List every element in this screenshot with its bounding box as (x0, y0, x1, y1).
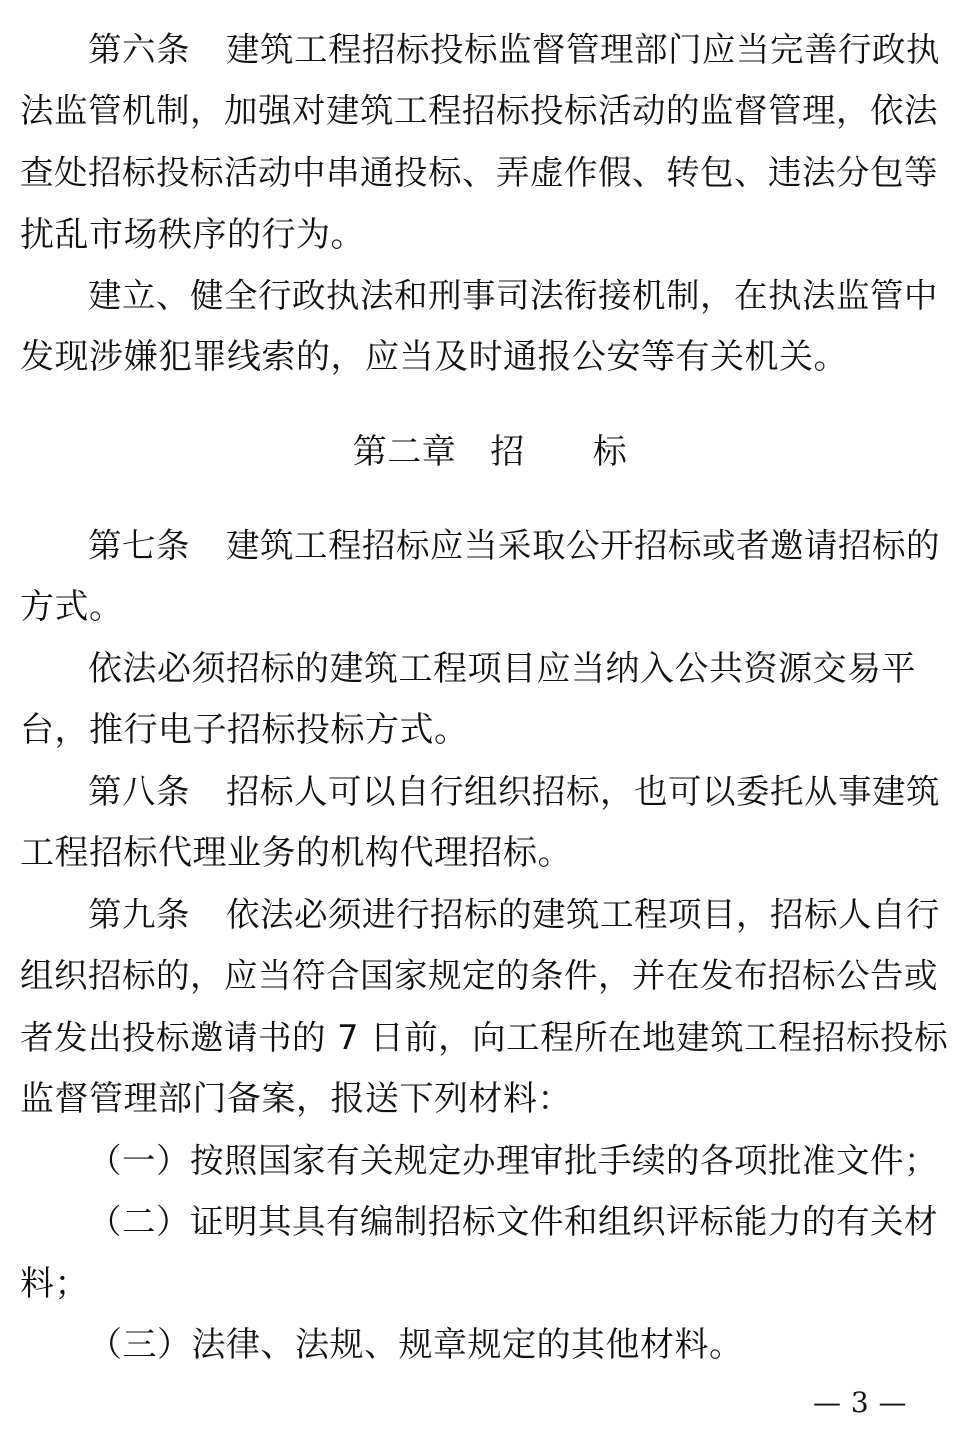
article-8-text: 招标人可以自行组织招标，也可以委托从事建筑 (226, 772, 940, 811)
article-6-line-2: 法监管机制，加强对建筑工程招标投标活动的监督管理，依法 (20, 91, 938, 130)
chapter-heading (0, 422, 980, 482)
article-6-para-2-line-2: 发现涉嫌犯罪线索的，应当及时通报公安等有关机关。 (20, 337, 848, 377)
page-number: — 3 — (812, 1386, 908, 1419)
article-6-line-4: 扰乱市场秩序的行为。 (20, 215, 365, 255)
list-item-3: （三）法律、法规、规章规定的其他材料。 (88, 1325, 744, 1365)
article-8-line-2: 工程招标代理业务的机构代理招标。 (20, 833, 572, 873)
article-7-label: 第七条 (88, 526, 190, 565)
article-6-para-2-line-1: 建立、健全行政执法和刑事司法衔接机制，在执法监管中 (88, 276, 938, 315)
article-6-text: 建筑工程招标投标监督管理部门应当完善行政执 (226, 30, 940, 69)
article-9-line-4: 监督管理部门备案，报送下列材料： (20, 1079, 572, 1119)
chapter-number: 第二章 (352, 432, 457, 472)
article-8-label: 第八条 (88, 772, 190, 811)
article-8-line-1 (88, 762, 950, 822)
article-9-label: 第九条 (88, 895, 190, 934)
article-7-line-1 (88, 516, 950, 576)
article-9-line-3: 者发出投标邀请书的 7 日前，向工程所在地建筑工程招标投标 (20, 1018, 949, 1057)
chapter-title-char-2: 标 (592, 432, 628, 472)
article-6-label: 第六条 (88, 30, 190, 69)
article-6-line-1 (88, 20, 950, 80)
article-7-line-2: 方式。 (20, 587, 124, 627)
article-7-para-2-line-1: 依法必须招标的建筑工程项目应当纳入公共资源交易平 (88, 649, 916, 689)
list-item-2-line-2: 料； (20, 1264, 89, 1304)
article-9-line-2: 组织招标的，应当符合国家规定的条件，并在发布招标公告或 (20, 956, 938, 995)
article-9-text: 依法必须进行招标的建筑工程项目，招标人自行 (226, 895, 940, 934)
chapter-title-char-1: 招 (490, 432, 525, 472)
article-7-text: 建筑工程招标应当采取公开招标或者邀请招标的 (226, 526, 940, 565)
article-6-line-3: 查处招标投标活动中串通投标、弄虚作假、转包、违法分包等 (20, 153, 938, 192)
list-item-2-line-1: （二）证明其具有编制招标文件和组织评标能力的有关材 (88, 1202, 938, 1241)
article-7-para-2-line-2: 台，推行电子招标投标方式。 (20, 710, 469, 750)
article-9-line-1 (88, 885, 950, 945)
list-item-1: （一）按照国家有关规定办理审批手续的各项批准文件； (88, 1141, 938, 1180)
